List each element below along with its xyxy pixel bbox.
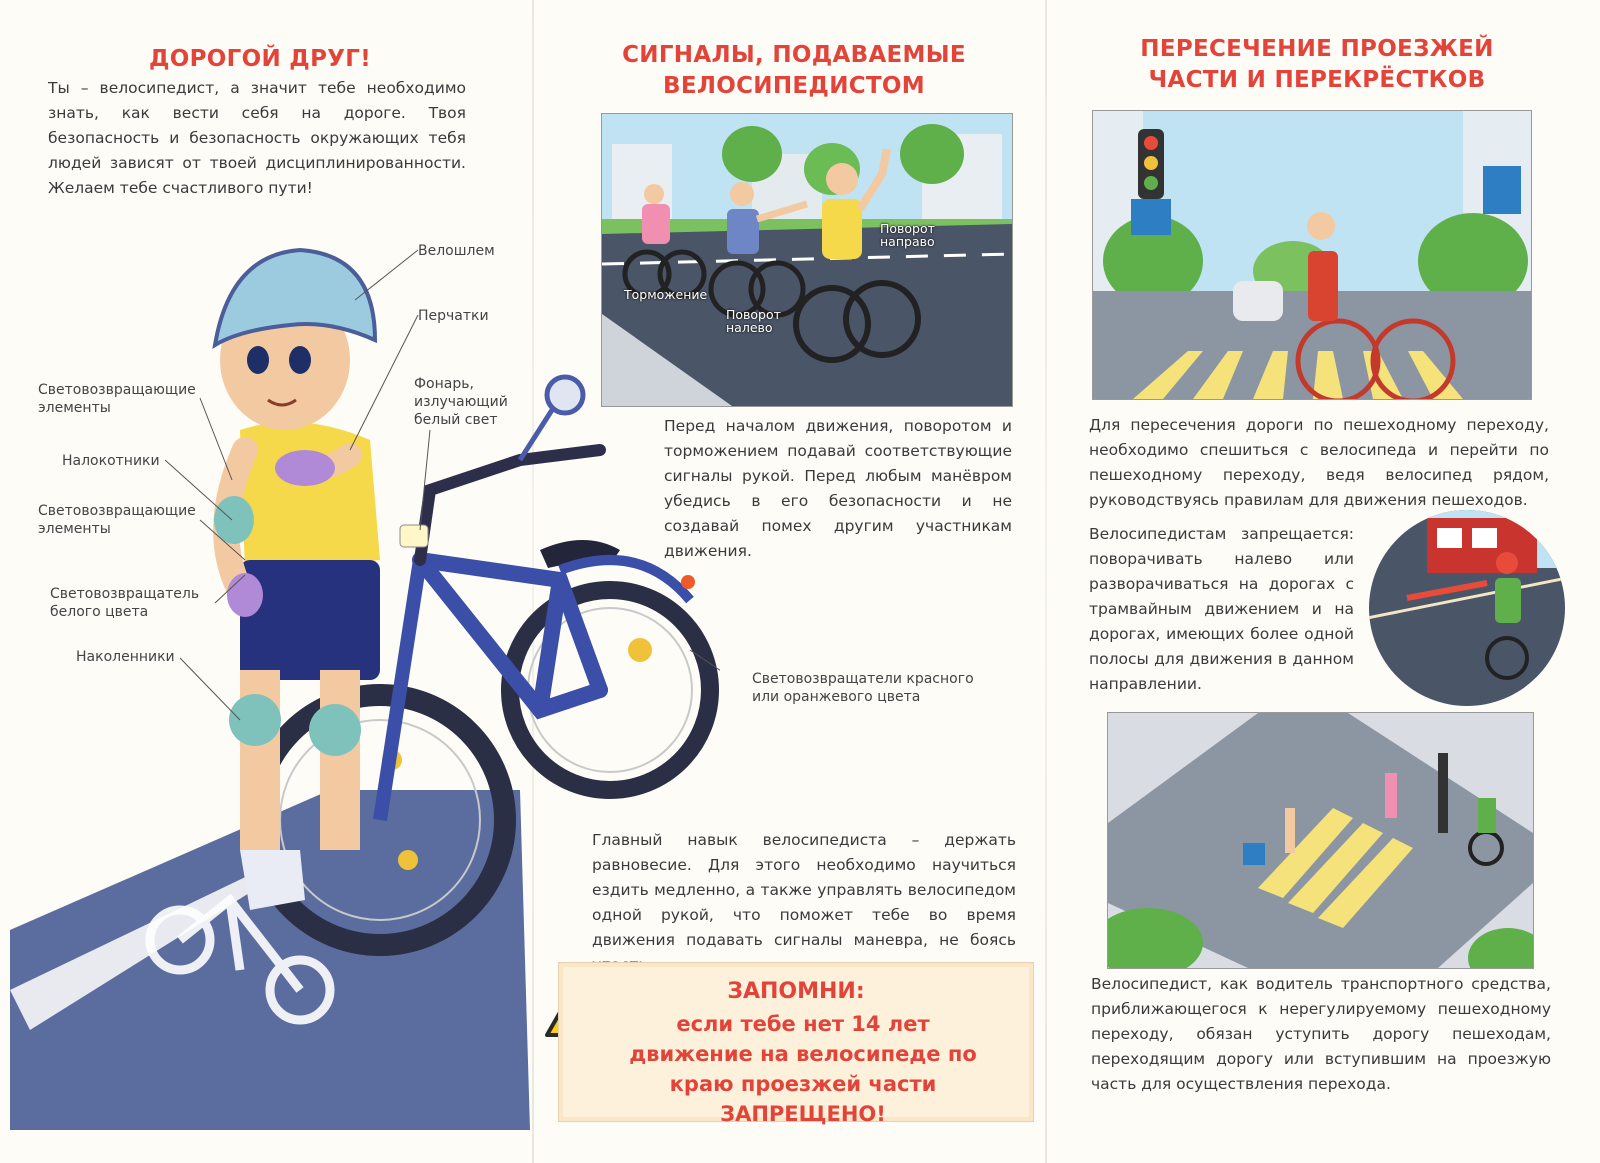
panel-right: [1047, 0, 1600, 1163]
middle-title: СИГНАЛЫ, ПОДАВАЕМЫЕ ВЕЛОСИПЕДИСТОМ: [622, 42, 966, 99]
left-title: ДОРОГОЙ ДРУГ!: [148, 46, 372, 72]
warning-box: [558, 962, 1034, 1126]
panel-left: [0, 0, 530, 1163]
label-gloves: Перчатки: [418, 308, 489, 324]
label-white-reflector: Световозвращатель белого цвета: [50, 586, 200, 620]
right-text-1: Для пересечения дороги по пешеходному переходу, необходимо спешиться с велосипеда и перейти по пешеходному переходу, ведя велосипед рядом, руководствуясь правилам для движения пешеходов.: [1089, 416, 1549, 509]
label-knee-pads: Наколенники: [76, 649, 175, 665]
intersection-illustration: [1107, 712, 1534, 969]
label-red-reflectors: Световозвращатели красного или оранжевого цвета: [752, 671, 974, 705]
label-turn-left: Поворот налево: [726, 307, 781, 335]
middle-text-2: Главный навык велосипедиста – держать равновесие. Для этого необходимо научиться ездить медленно, а также управлять велосипедом одной рукой, что поможет тебе во время движения подавать сигналы маневра, не боясь: [592, 831, 1016, 949]
label-elbow-pads: Налокотники: [62, 453, 160, 469]
right-text-2: Велосипедистам запрещается: поворачивать налево или разворачиваться на дорогах с трамвайным движением и на дорогах, имеющих более одной полосы для движения в данном направлении.: [1089, 525, 1354, 693]
middle-text-1: Перед началом движения, поворотом и торможением подавай соответствующие сигналы рукой. Перед любым манёвром убедись в его безопасности и не создавай помех другим участникам движения.: [664, 417, 1012, 560]
left-intro: Ты – велосипедист, а значит тебе необходимо знать, как вести себя на дороге. Твоя безопасность и безопасность окружающих тебя людей зависят от твоей дисциплинированности. Желаем тебе счастливого пути!: [48, 79, 466, 197]
warning-title: ЗАПОМНИ:: [727, 979, 865, 1004]
label-helmet: Велошлем: [418, 243, 495, 259]
tram-illustration: [1367, 508, 1567, 708]
label-braking: Торможение: [624, 287, 708, 302]
right-text-3: Велосипедист, как водитель транспортного средства, приближающегося к нерегулируемому пешеходному переходу, обязан уступить дорогу пешеходам, переходящим дорогу или вступившим на проезжую часть для осуществления перехода.: [1091, 975, 1551, 1093]
label-turn-right: Поворот направо: [880, 221, 935, 249]
panel-middle: [534, 0, 1044, 1163]
label-reflective-2: Световозвращающие элементы: [38, 503, 196, 537]
signals-illustration: [601, 113, 1013, 407]
label-lamp: Фонарь, излучающий белый свет: [414, 376, 508, 428]
right-title: ПЕРЕСЕЧЕНИЕ ПРОЕЗЖЕЙ ЧАСТИ И ПЕРЕКРЁСТКОВ: [1140, 36, 1494, 93]
warning-text: если тебе нет 14 лет движение на велосипеде по краю проезжей части ЗАПРЕЩЕНО!: [629, 1012, 977, 1126]
crosswalk-illustration: [1092, 110, 1532, 400]
label-reflective-1: Световозвращающие элементы: [38, 382, 196, 416]
